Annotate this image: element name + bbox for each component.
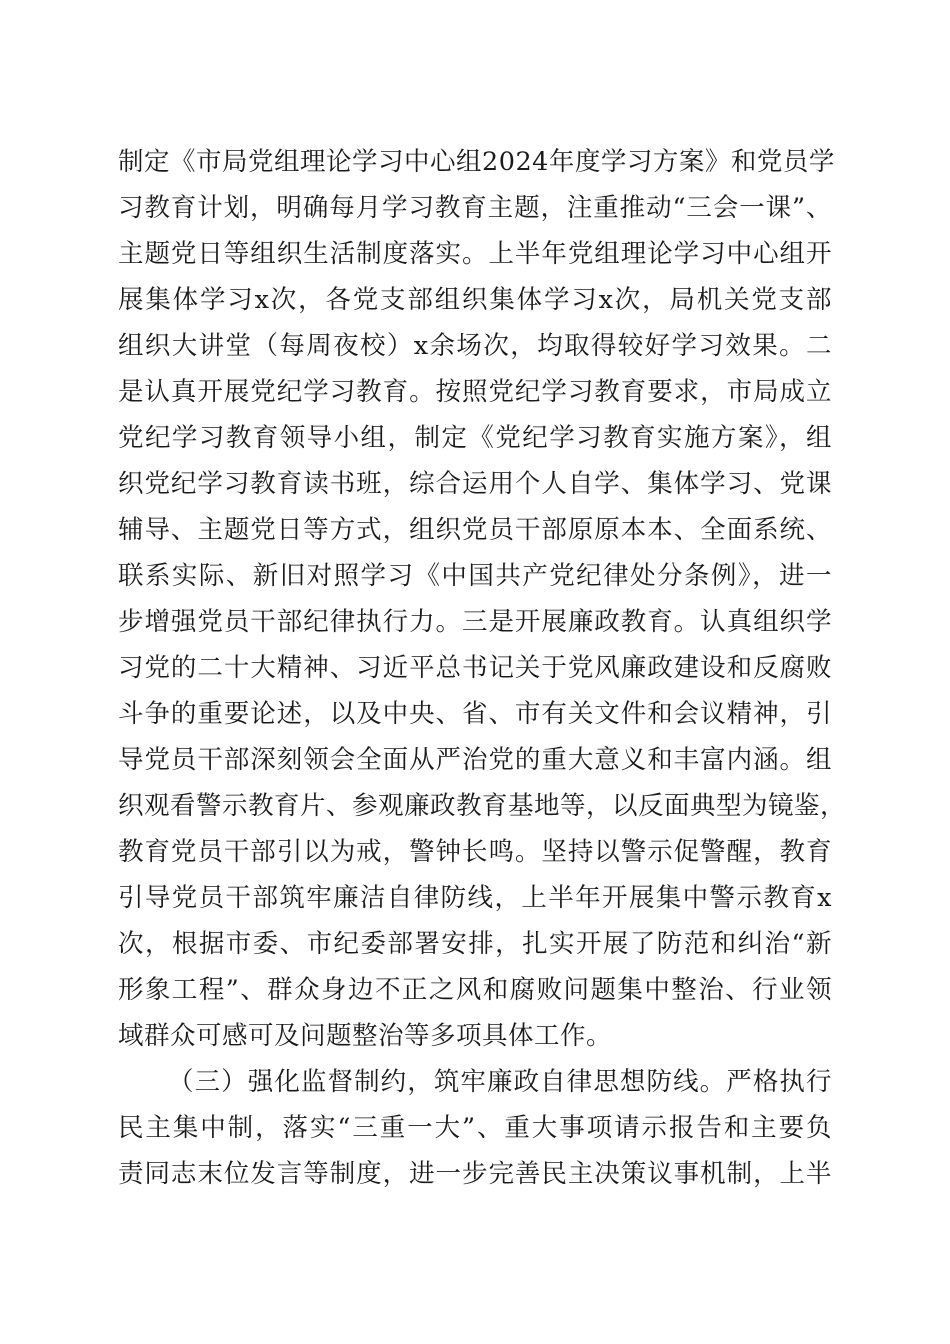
text-line: 组织大讲堂（每周夜校）x余场次，均取得较好学习效果。二: [118, 331, 832, 361]
text-line: 辅导、主题党日等方式，组织党员干部原原本本、全面系统、: [118, 515, 832, 545]
text-line: 斗争的重要论述，以及中央、省、市有关文件和会议精神，引: [118, 699, 832, 729]
text-line: 制定《市局党组理论学习中心组2024年度学习方案》和党员学: [118, 147, 835, 177]
text-line: 民主集中制，落实“三重一大”、重大事项请示报告和主要负: [118, 1113, 832, 1143]
text-line: 步增强党员干部纪律执行力。三是开展廉政教育。认真组织学: [118, 607, 832, 637]
text-line: 织党纪学习教育读书班，综合运用个人自学、集体学习、党课: [118, 469, 832, 499]
text-line: 主题党日等组织生活制度落实。上半年党组理论学习中心组开: [118, 239, 832, 269]
text-line: 教育党员干部引以为戒，警钟长鸣。坚持以警示促警醒，教育: [118, 837, 832, 867]
text-line: 引导党员干部筑牢廉洁自律防线，上半年开展集中警示教育x: [118, 883, 832, 913]
text-line: 织观看警示教育片、参观廉政教育基地等，以反面典型为镜鉴，: [118, 791, 847, 821]
text-line: 导党员干部深刻领会全面从严治党的重大意义和丰富内涵。组: [118, 745, 832, 775]
text-line: 责同志末位发言等制度，进一步完善民主决策议事机制，上半: [118, 1159, 832, 1189]
section-heading-line: （三）强化监督制约，筑牢廉政自律思想防线。严格执行: [168, 1067, 832, 1097]
text-line: 形象工程”、群众身边不正之风和腐败问题集中整治、行业领: [118, 975, 832, 1005]
text-line: 域群众可感可及问题整治等多项具体工作。: [118, 1021, 613, 1051]
text-line: 联系实际、新旧对照学习《中国共产党纪律处分条例》，进一: [118, 561, 832, 591]
text-line: 是认真开展党纪学习教育。按照党纪学习教育要求，市局成立: [118, 377, 832, 407]
text-line: 党纪学习教育领导小组，制定《党纪学习教育实施方案》，组: [118, 423, 832, 453]
text-line: 次，根据市委、市纪委部署安排，扎实开展了防范和纠治“新: [118, 929, 832, 959]
text-line: 展集体学习x次，各党支部组织集体学习x次，局机关党支部: [118, 285, 832, 315]
text-line: 习教育计划，明确每月学习教育主题，注重推动“三会一课”、: [118, 193, 832, 223]
text-line: 习党的二十大精神、习近平总书记关于党风廉政建设和反腐败: [118, 653, 832, 683]
